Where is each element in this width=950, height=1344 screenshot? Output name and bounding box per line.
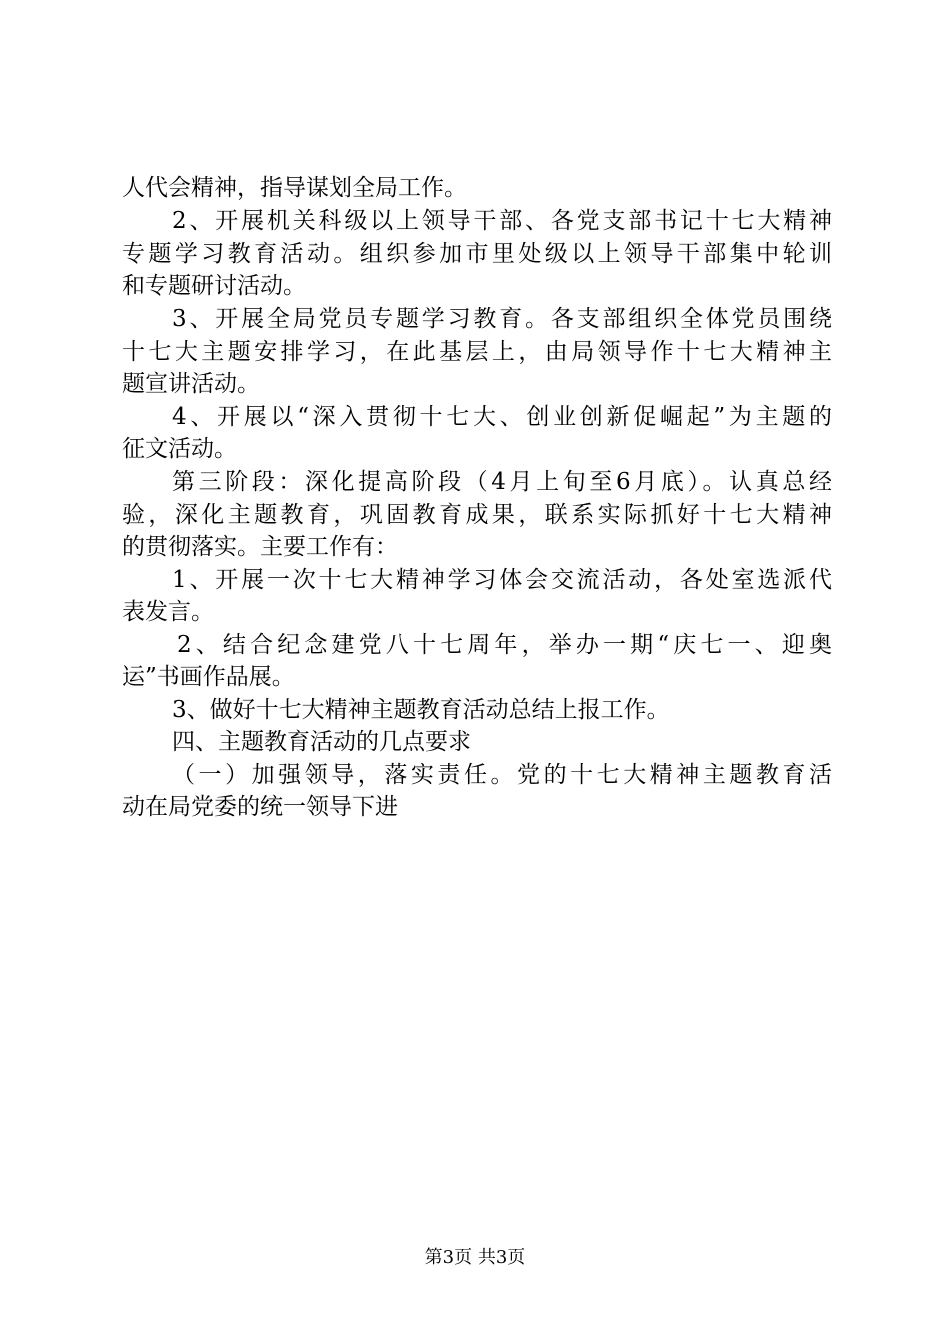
text-line-11: 验，深化主题教育，巩固教育成果，联系实际抓好十七大精神 — [122, 502, 832, 528]
text-line-20: 动在局党委的统一领导下进 — [122, 794, 398, 820]
text-line-8: 4、开展以“深入贯彻十七大、创业创新促崛起”为主题的 — [172, 404, 832, 430]
text-line-2: 2、开展机关科级以上领导干部、各党支部书记十七大精神 — [172, 208, 832, 234]
text-line-10: 第三阶段：深化提高阶段（4月上旬至6月底）。认真总经 — [172, 469, 832, 495]
text-line-1: 人代会精神，指导谋划全局工作。 — [122, 175, 467, 201]
text-line-17: 3、做好十七大精神主题教育活动总结上报工作。 — [172, 697, 670, 723]
text-line-4: 和专题研讨活动。 — [122, 273, 306, 299]
text-line-12: 的贯彻落实。主要工作有： — [122, 534, 398, 560]
text-line-16: 运”书画作品展。 — [122, 664, 295, 690]
text-line-13: 1、开展一次十七大精神学习体会交流活动，各处室选派代 — [172, 567, 832, 593]
text-line-18: 四、主题教育活动的几点要求 — [172, 729, 471, 755]
text-line-5: 3、开展全局党员专题学习教育。各支部组织全体党员围绕 — [172, 306, 832, 332]
text-line-3: 专题学习教育活动。组织参加市里处级以上领导干部集中轮训 — [122, 241, 832, 267]
text-line-9: 征文活动。 — [122, 436, 237, 462]
text-line-19: （一）加强领导，落实责任。党的十七大精神主题教育活 — [172, 762, 832, 788]
text-line-6: 十七大主题安排学习，在此基层上，由局领导作十七大精神主 — [122, 339, 832, 365]
text-line-15: 2、结合纪念建党八十七周年，举办一期“庆七一、迎奥 — [177, 632, 832, 658]
text-line-7: 题宣讲活动。 — [122, 371, 260, 397]
text-line-14: 表发言。 — [122, 599, 214, 625]
page-footer: 第3页 共3页 — [424, 1247, 526, 1268]
